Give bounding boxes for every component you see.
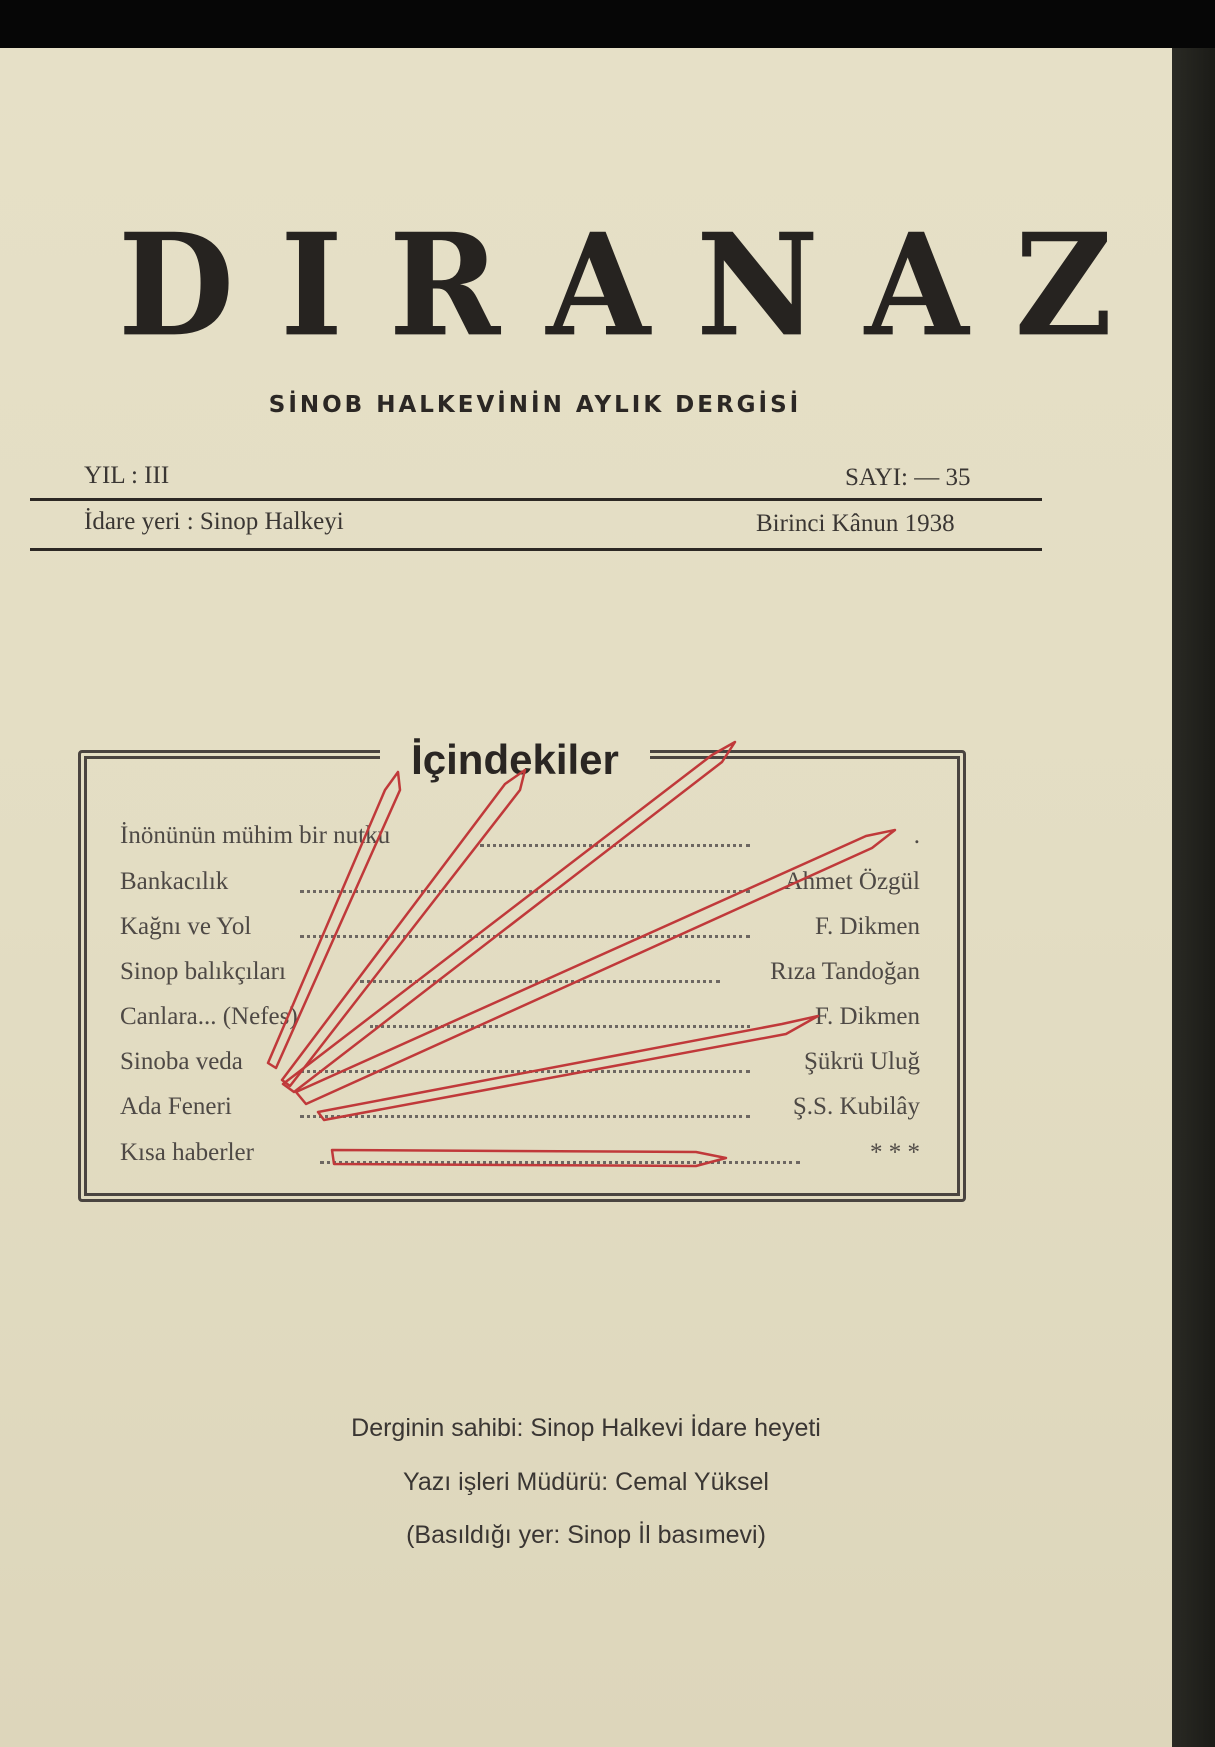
magazine-title: DIRANAZ: [118, 202, 1159, 368]
header-rule-top: [30, 498, 1042, 501]
toc-item-author: Ş.S. Kubilây: [792, 1093, 920, 1120]
toc-item-author: Rıza Tandoğan: [770, 958, 920, 985]
issue-number: SAYI: — 35: [845, 464, 971, 491]
toc-leader-dots: [300, 1075, 750, 1118]
toc-leader-dots: [480, 804, 750, 847]
toc-leader-dots: [360, 940, 720, 983]
toc-item-title: Bankacılık: [120, 868, 229, 895]
toc-item-author: * * *: [870, 1139, 920, 1166]
toc-leader-dots: [300, 1030, 750, 1073]
toc-item-author: F. Dikmen: [815, 1003, 920, 1030]
issue-office: İdare yeri : Sinop Halkeyi: [84, 508, 344, 535]
toc-item-title: Kağnı ve Yol: [120, 913, 252, 940]
magazine-subtitle: SİNOB HALKEVİNİN AYLIK DERGİSİ: [268, 392, 802, 418]
toc-item-title: İnönünün mühim bir nutku: [120, 822, 391, 849]
toc-leader-dots: [320, 1121, 800, 1164]
header-rule-bottom: [30, 548, 1042, 551]
toc-row: [120, 1133, 920, 1173]
toc-item-author: F. Dikmen: [815, 913, 920, 940]
toc-item-title: Sinoba veda: [120, 1048, 243, 1075]
toc-leader-dots: [370, 985, 750, 1028]
toc-title: İçindekiler: [380, 730, 650, 790]
footer-editor: Yazı işleri Müdürü: Cemal Yüksel: [403, 1468, 769, 1496]
toc-item-author: .: [913, 822, 920, 849]
scan-top-edge: [0, 0, 1215, 48]
toc-item-title: Sinop balıkçıları: [120, 958, 286, 985]
footer-owner: Derginin sahibi: Sinop Halkevi İdare heyeti: [351, 1414, 821, 1442]
toc-item-title: Ada Feneri: [120, 1093, 232, 1120]
toc-item-author: Ahmet Özgül: [784, 868, 920, 895]
footer-printer: (Basıldığı yer: Sinop İl basımevi): [406, 1521, 766, 1549]
book-binding: [1172, 48, 1215, 1747]
toc-item-title: Canlara... (Nefes): [120, 1003, 298, 1030]
toc-item-title: Kısa haberler: [120, 1139, 254, 1166]
issue-year: YIL : III: [84, 462, 170, 489]
issue-date: Birinci Kânun 1938: [756, 510, 955, 537]
toc-leader-dots: [300, 850, 750, 893]
toc-leader-dots: [300, 895, 750, 938]
toc-item-author: Şükrü Uluğ: [804, 1048, 920, 1075]
